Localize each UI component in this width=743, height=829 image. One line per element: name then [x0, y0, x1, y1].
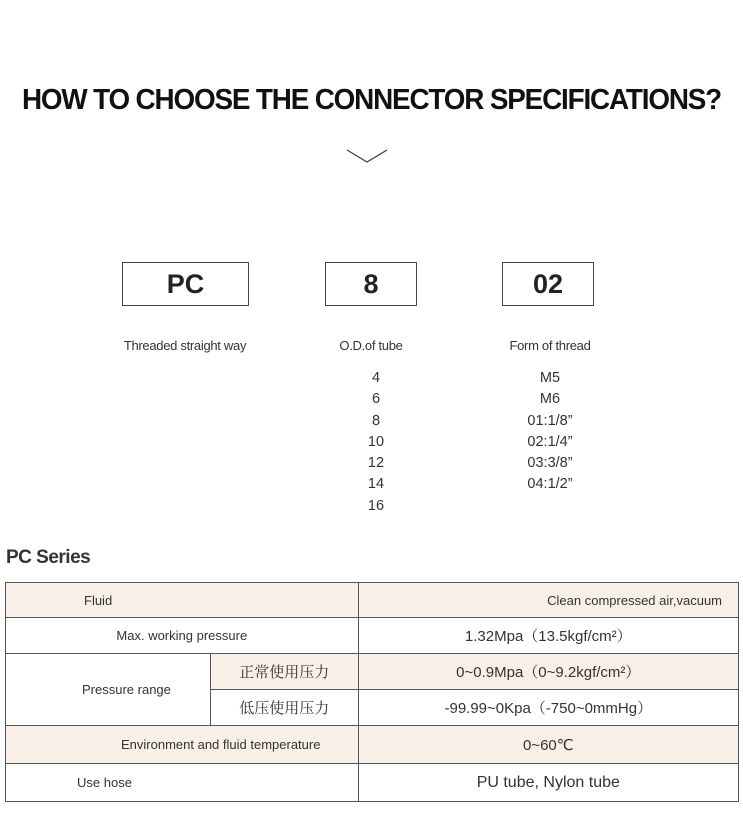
low-pressure-label: 低压使用压力 [210, 690, 358, 726]
list-item: 6 [371, 391, 381, 408]
code-label-thread: Form of thread [509, 338, 591, 353]
list-item: 8 [371, 412, 381, 429]
page-title: HOW TO CHOOSE THE CONNECTOR SPECIFICATIONS? [21, 84, 722, 116]
temperature-value: 0~60℃ [358, 726, 738, 764]
pressure-range-label: Pressure range [6, 654, 211, 726]
series-title: PC Series [6, 547, 91, 568]
list-item: 16 [367, 497, 385, 514]
list-item: 4 [371, 370, 381, 386]
tube-size-list [346, 368, 406, 517]
temperature-label: Environment and fluid temperature [6, 726, 359, 764]
list-item: 12 [367, 455, 385, 472]
list-item: 02:1/4” [527, 433, 573, 450]
fluid-value: Clean compressed air,vacuum [358, 583, 738, 618]
normal-pressure-label: 正常使用压力 [210, 654, 358, 690]
fluid-label: Fluid [6, 583, 359, 618]
chevron-down-icon [346, 148, 388, 164]
low-pressure-value: -99.99~0Kpa（-750~0mmHg） [358, 690, 738, 726]
max-pressure-value: 1.32Mpa（13.5kgf/cm²） [358, 618, 738, 654]
code-label-series: Threaded straight way [123, 338, 247, 353]
hose-value: PU tube, Nylon tube [358, 764, 738, 802]
spec-table [5, 582, 739, 802]
list-item: 10 [367, 433, 385, 450]
table-row [6, 618, 739, 654]
list-item: M5 [539, 370, 561, 386]
max-pressure-label: Max. working pressure [6, 618, 359, 654]
code-box-tube-od: 8 [325, 262, 417, 306]
thread-form-list [505, 368, 595, 496]
list-item: M6 [539, 391, 561, 408]
table-row [6, 654, 739, 690]
code-box-thread: 02 [502, 262, 594, 306]
list-item: 01:1/8” [527, 412, 573, 429]
list-item: 03:3/8” [527, 455, 573, 472]
normal-pressure-value: 0~0.9Mpa（0~9.2kgf/cm²） [358, 654, 738, 690]
code-box-series: PC [122, 262, 249, 306]
table-row [6, 726, 739, 764]
code-label-tube-od: O.D.of tube [339, 338, 403, 353]
table-row [6, 764, 739, 802]
table-row [6, 583, 739, 618]
list-item: 14 [367, 476, 385, 493]
hose-label: Use hose [6, 764, 359, 802]
list-item: 04:1/2” [527, 476, 573, 493]
